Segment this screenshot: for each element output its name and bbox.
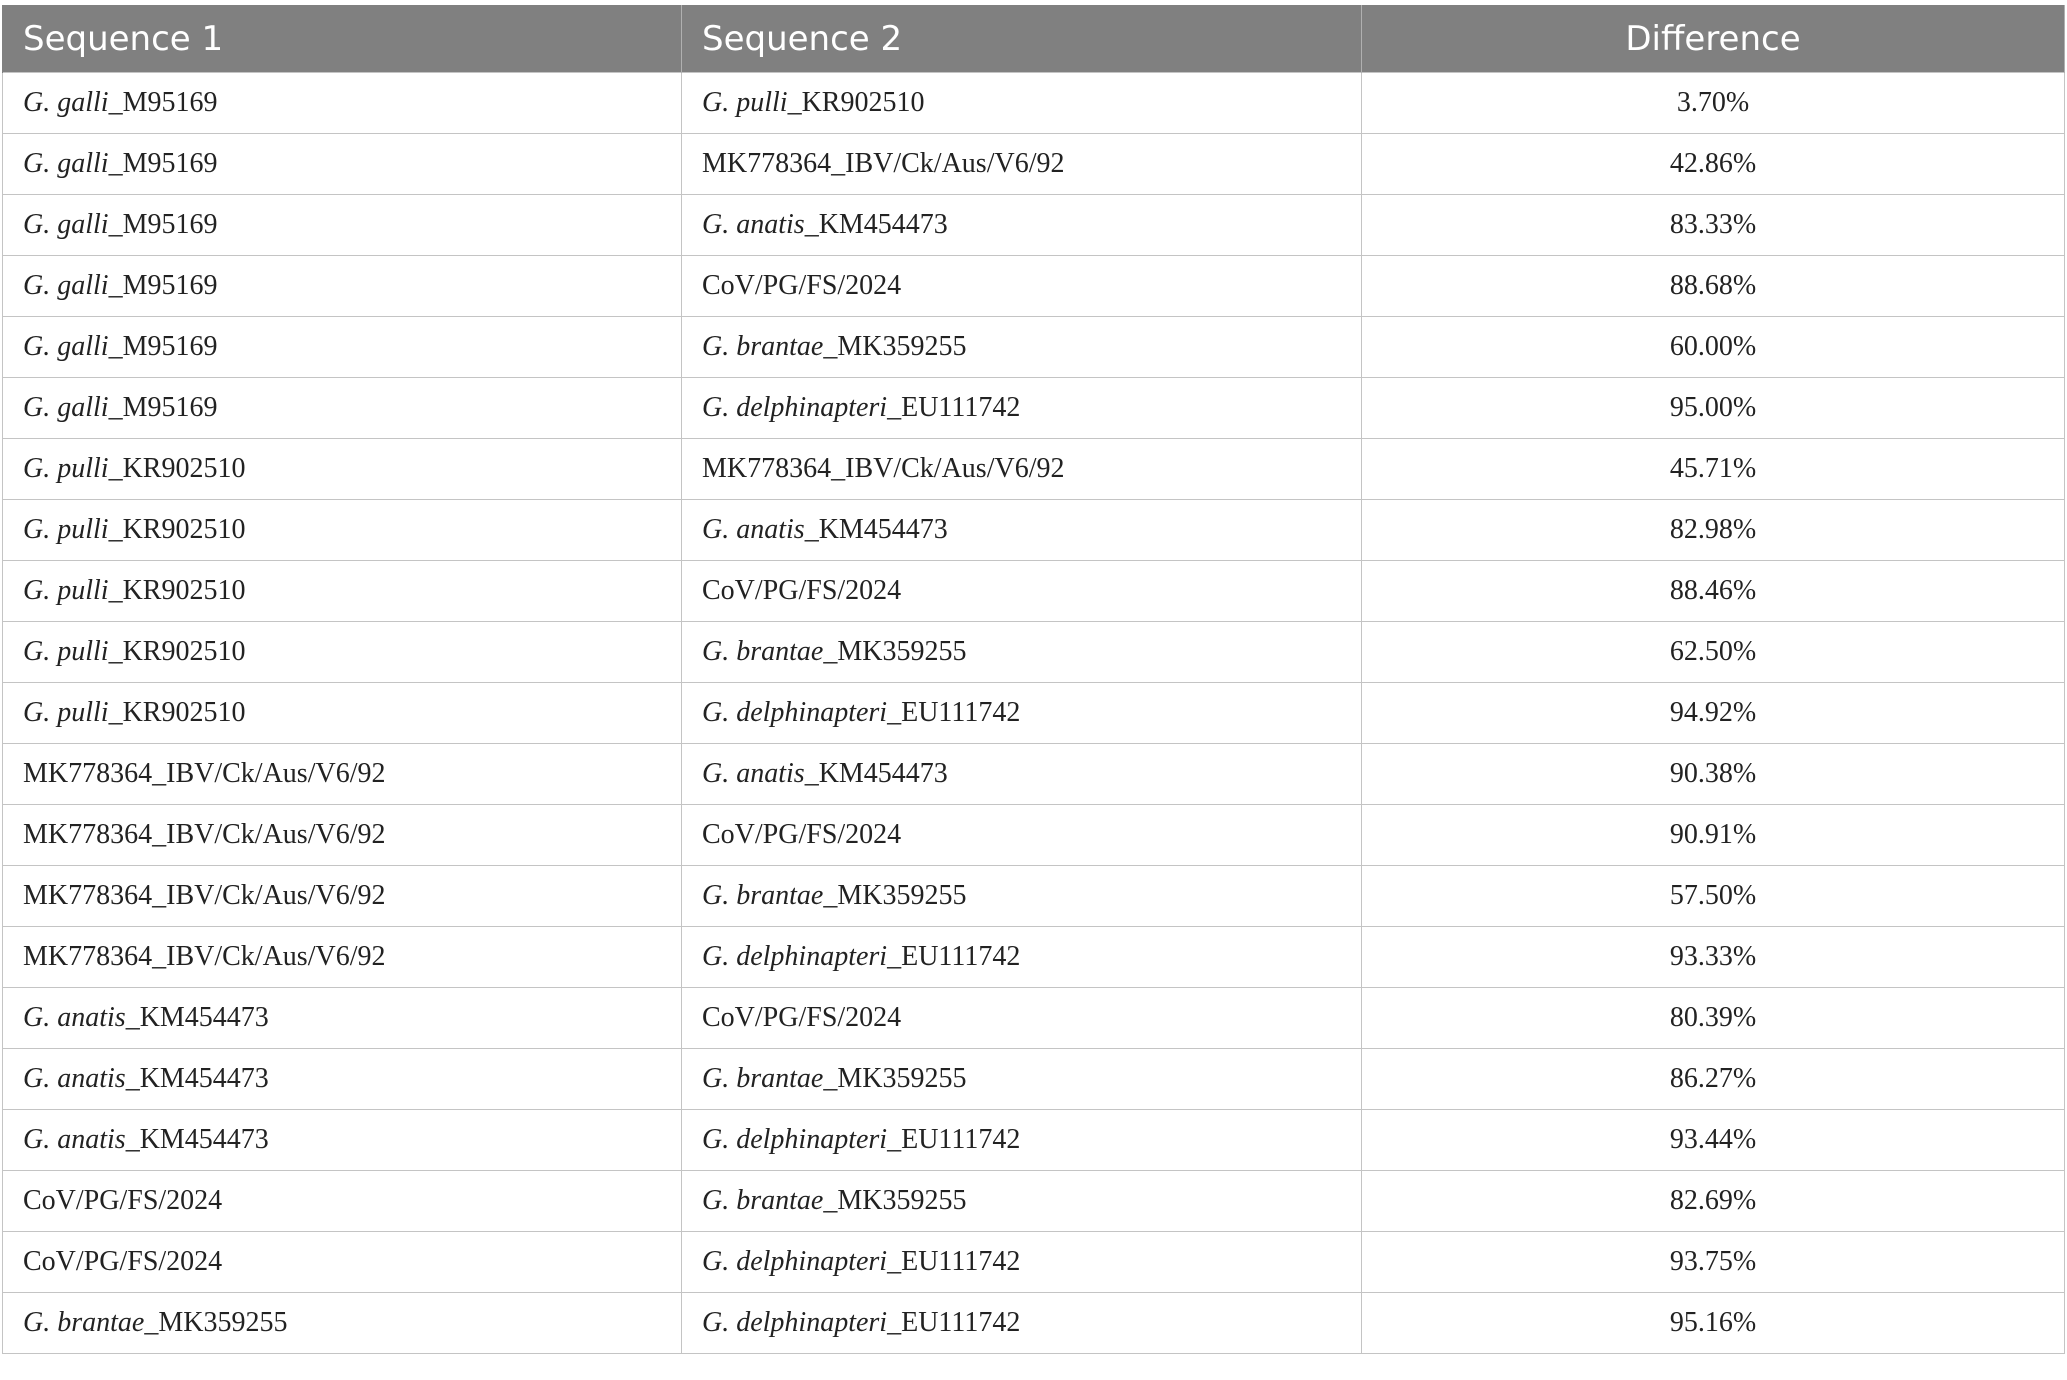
- accession-id: _KR902510: [787, 87, 925, 118]
- species-name: G. brantae: [702, 636, 824, 667]
- cell-sequence-1: [3, 195, 682, 256]
- cell-sequence-2: [682, 866, 1362, 927]
- accession-id: _MK359255: [823, 331, 967, 362]
- species-name: G. delphinapteri: [702, 941, 888, 972]
- table-row: [3, 561, 2065, 622]
- cell-sequence-2: [682, 683, 1362, 744]
- species-name: G. delphinapteri: [702, 392, 888, 423]
- table-row: [3, 1232, 2065, 1293]
- table-row: [3, 134, 2065, 195]
- species-name: G. delphinapteri: [702, 1124, 888, 1155]
- cell-sequence-1: [3, 561, 682, 622]
- cell-sequence-1: [3, 1293, 682, 1354]
- accession-id: CoV/PG/FS/2024: [23, 1246, 223, 1277]
- species-name: G. anatis: [702, 514, 805, 545]
- table-row: [3, 1110, 2065, 1171]
- cell-sequence-1: [3, 1049, 682, 1110]
- species-name: G. galli: [23, 392, 109, 423]
- cell-sequence-2: [682, 927, 1362, 988]
- table-row: [3, 1293, 2065, 1354]
- accession-id: _KR902510: [108, 697, 246, 728]
- accession-id: _EU111742: [887, 392, 1021, 423]
- table-row: [3, 195, 2065, 256]
- cell-sequence-1: [3, 256, 682, 317]
- accession-id: MK778364_IBV/Ck/Aus/V6/92: [23, 941, 386, 972]
- cell-difference: 62.50%: [1362, 622, 2065, 683]
- accession-id: _KM454473: [125, 1002, 269, 1033]
- species-name: G. brantae: [702, 1063, 824, 1094]
- cell-difference: 93.75%: [1362, 1232, 2065, 1293]
- cell-sequence-1: [3, 866, 682, 927]
- species-name: G. galli: [23, 209, 109, 240]
- accession-id: MK778364_IBV/Ck/Aus/V6/92: [23, 758, 386, 789]
- species-name: G. brantae: [23, 1307, 145, 1338]
- species-name: G. pulli: [23, 453, 109, 484]
- cell-sequence-1: [3, 73, 682, 134]
- accession-id: _KM454473: [804, 758, 948, 789]
- accession-id: _EU111742: [887, 697, 1021, 728]
- table-row: [3, 866, 2065, 927]
- cell-difference: 60.00%: [1362, 317, 2065, 378]
- table-row: [3, 988, 2065, 1049]
- header-sequence-1: Sequence 1: [3, 5, 682, 73]
- accession-id: _KM454473: [125, 1124, 269, 1155]
- cell-sequence-2: [682, 1293, 1362, 1354]
- species-name: G. delphinapteri: [702, 1246, 888, 1277]
- cell-difference: 83.33%: [1362, 195, 2065, 256]
- cell-sequence-1: [3, 622, 682, 683]
- table-row: [3, 805, 2065, 866]
- cell-sequence-2: [682, 134, 1362, 195]
- cell-difference: 93.44%: [1362, 1110, 2065, 1171]
- cell-difference: 93.33%: [1362, 927, 2065, 988]
- species-name: G. galli: [23, 270, 109, 301]
- cell-difference: 3.70%: [1362, 73, 2065, 134]
- species-name: G. pulli: [23, 697, 109, 728]
- table-header: [3, 5, 2065, 73]
- cell-sequence-2: [682, 744, 1362, 805]
- cell-sequence-1: [3, 378, 682, 439]
- cell-sequence-1: [3, 134, 682, 195]
- table-row: [3, 378, 2065, 439]
- table-row: [3, 500, 2065, 561]
- species-name: G. delphinapteri: [702, 697, 888, 728]
- cell-difference: 82.69%: [1362, 1171, 2065, 1232]
- species-name: G. anatis: [23, 1063, 126, 1094]
- cell-sequence-1: [3, 805, 682, 866]
- accession-id: CoV/PG/FS/2024: [702, 270, 902, 301]
- species-name: G. galli: [23, 87, 109, 118]
- accession-id: CoV/PG/FS/2024: [702, 575, 902, 606]
- cell-sequence-1: [3, 744, 682, 805]
- accession-id: _KR902510: [108, 575, 246, 606]
- cell-difference: 80.39%: [1362, 988, 2065, 1049]
- table-row: [3, 256, 2065, 317]
- accession-id: _M95169: [108, 270, 218, 301]
- accession-id: MK778364_IBV/Ck/Aus/V6/92: [702, 148, 1065, 179]
- accession-id: CoV/PG/FS/2024: [702, 1002, 902, 1033]
- species-name: G. galli: [23, 331, 109, 362]
- accession-id: _KR902510: [108, 514, 246, 545]
- species-name: G. brantae: [702, 1185, 824, 1216]
- accession-id: _MK359255: [823, 1185, 967, 1216]
- species-name: G. delphinapteri: [702, 1307, 888, 1338]
- species-name: G. pulli: [23, 514, 109, 545]
- accession-id: _KR902510: [108, 636, 246, 667]
- table-row: [3, 1171, 2065, 1232]
- cell-difference: 88.46%: [1362, 561, 2065, 622]
- cell-difference: 90.38%: [1362, 744, 2065, 805]
- accession-id: _M95169: [108, 148, 218, 179]
- species-name: G. brantae: [702, 880, 824, 911]
- cell-difference: 57.50%: [1362, 866, 2065, 927]
- accession-id: _KM454473: [804, 209, 948, 240]
- cell-sequence-2: [682, 1232, 1362, 1293]
- cell-sequence-2: [682, 500, 1362, 561]
- table-row: [3, 73, 2065, 134]
- cell-difference: 90.91%: [1362, 805, 2065, 866]
- cell-sequence-2: [682, 256, 1362, 317]
- cell-difference: 88.68%: [1362, 256, 2065, 317]
- species-name: G. pulli: [702, 87, 788, 118]
- cell-sequence-2: [682, 561, 1362, 622]
- cell-sequence-2: [682, 195, 1362, 256]
- sequence-difference-table: [2, 5, 2065, 1354]
- cell-sequence-1: [3, 988, 682, 1049]
- table-row: [3, 744, 2065, 805]
- accession-id: _EU111742: [887, 941, 1021, 972]
- species-name: G. pulli: [23, 636, 109, 667]
- cell-sequence-2: [682, 622, 1362, 683]
- accession-id: _M95169: [108, 87, 218, 118]
- cell-sequence-1: [3, 1232, 682, 1293]
- cell-difference: 95.16%: [1362, 1293, 2065, 1354]
- accession-id: _MK359255: [823, 880, 967, 911]
- species-name: G. brantae: [702, 331, 824, 362]
- table-body: [3, 73, 2065, 1354]
- species-name: G. anatis: [23, 1002, 126, 1033]
- table-row: [3, 683, 2065, 744]
- accession-id: _EU111742: [887, 1246, 1021, 1277]
- accession-id: _KM454473: [804, 514, 948, 545]
- accession-id: _M95169: [108, 331, 218, 362]
- cell-difference: 95.00%: [1362, 378, 2065, 439]
- cell-sequence-2: [682, 73, 1362, 134]
- cell-sequence-2: [682, 1110, 1362, 1171]
- cell-sequence-1: [3, 317, 682, 378]
- accession-id: MK778364_IBV/Ck/Aus/V6/92: [702, 453, 1065, 484]
- accession-id: _KR902510: [108, 453, 246, 484]
- species-name: G. anatis: [23, 1124, 126, 1155]
- cell-sequence-2: [682, 988, 1362, 1049]
- accession-id: MK778364_IBV/Ck/Aus/V6/92: [23, 880, 386, 911]
- accession-id: _KM454473: [125, 1063, 269, 1094]
- species-name: G. galli: [23, 148, 109, 179]
- table-row: [3, 317, 2065, 378]
- header-difference: Difference: [1362, 5, 2065, 73]
- species-name: G. anatis: [702, 209, 805, 240]
- cell-difference: 82.98%: [1362, 500, 2065, 561]
- accession-id: _MK359255: [823, 1063, 967, 1094]
- cell-sequence-1: [3, 1171, 682, 1232]
- accession-id: _M95169: [108, 392, 218, 423]
- species-name: G. pulli: [23, 575, 109, 606]
- cell-sequence-2: [682, 378, 1362, 439]
- table-row: [3, 622, 2065, 683]
- table-row: [3, 439, 2065, 500]
- accession-id: _EU111742: [887, 1124, 1021, 1155]
- accession-id: _M95169: [108, 209, 218, 240]
- accession-id: CoV/PG/FS/2024: [702, 819, 902, 850]
- cell-sequence-2: [682, 805, 1362, 866]
- accession-id: CoV/PG/FS/2024: [23, 1185, 223, 1216]
- cell-sequence-1: [3, 1110, 682, 1171]
- cell-sequence-2: [682, 1171, 1362, 1232]
- accession-id: MK778364_IBV/Ck/Aus/V6/92: [23, 819, 386, 850]
- table-row: [3, 927, 2065, 988]
- cell-sequence-2: [682, 439, 1362, 500]
- cell-sequence-1: [3, 927, 682, 988]
- cell-sequence-1: [3, 439, 682, 500]
- header-row: [3, 5, 2065, 73]
- table-row: [3, 1049, 2065, 1110]
- cell-difference: 42.86%: [1362, 134, 2065, 195]
- cell-difference: 45.71%: [1362, 439, 2065, 500]
- cell-difference: 94.92%: [1362, 683, 2065, 744]
- accession-id: _MK359255: [144, 1307, 288, 1338]
- accession-id: _EU111742: [887, 1307, 1021, 1338]
- cell-sequence-1: [3, 500, 682, 561]
- cell-sequence-1: [3, 683, 682, 744]
- header-sequence-2: Sequence 2: [682, 5, 1362, 73]
- cell-difference: 86.27%: [1362, 1049, 2065, 1110]
- cell-sequence-2: [682, 1049, 1362, 1110]
- cell-sequence-2: [682, 317, 1362, 378]
- species-name: G. anatis: [702, 758, 805, 789]
- accession-id: _MK359255: [823, 636, 967, 667]
